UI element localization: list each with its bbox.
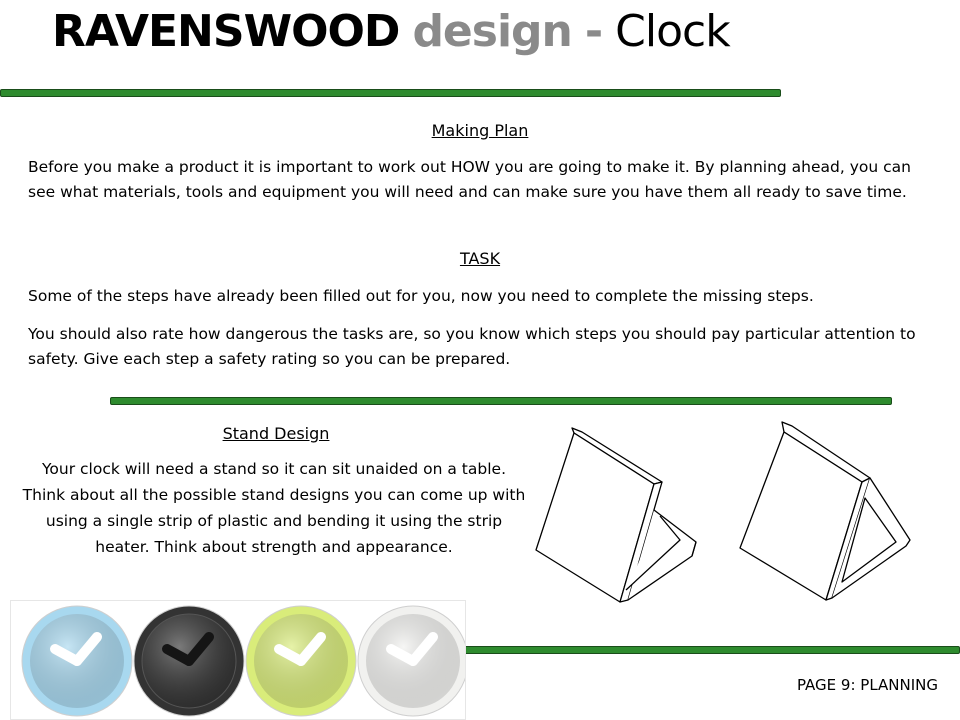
stand-design-body: Your clock will need a stand so it can sit unaided on a table. Think about all the possible stand designs you can come up with using a single strip of plastic and bending it using the strip heater. Think about strength and appearance. (22, 460, 526, 556)
divider-top (0, 89, 781, 97)
clock-white (358, 606, 465, 716)
title-design: design (412, 6, 572, 57)
stand-sketch-l-shape (520, 420, 720, 610)
divider-bottom (462, 646, 960, 654)
task-line-1: Some of the steps have already been filled out for you, now you need to complete the missing steps. (28, 287, 814, 305)
page-number-label: PAGE 9: PLANNING (796, 676, 938, 694)
clock-color-samples (10, 600, 466, 720)
page-title (52, 6, 730, 57)
title-product: Clock (615, 6, 730, 57)
clock-green (246, 606, 356, 716)
title-brand: RAVENSWOOD (52, 6, 400, 57)
stand-sketch-triangle (720, 420, 920, 610)
stand-design-heading: Stand Design (222, 424, 330, 443)
title-dash: - (584, 6, 603, 57)
clock-black (134, 606, 244, 716)
divider-middle (110, 397, 892, 405)
task-heading: TASK (459, 249, 501, 268)
making-plan-heading: Making Plan (431, 121, 529, 140)
clock-blue (22, 606, 132, 716)
task-line-2: You should also rate how dangerous the tasks are, so you know which steps you should pay particular attention to safety. Give each step a safety rating so you can be prepared. (28, 325, 916, 368)
making-plan-body: Before you make a product it is important to work out HOW you are going to make it. By planning ahead, you can see what materials, tools and equipment you will need and can make sure you have them all ready to save time. (28, 158, 911, 201)
